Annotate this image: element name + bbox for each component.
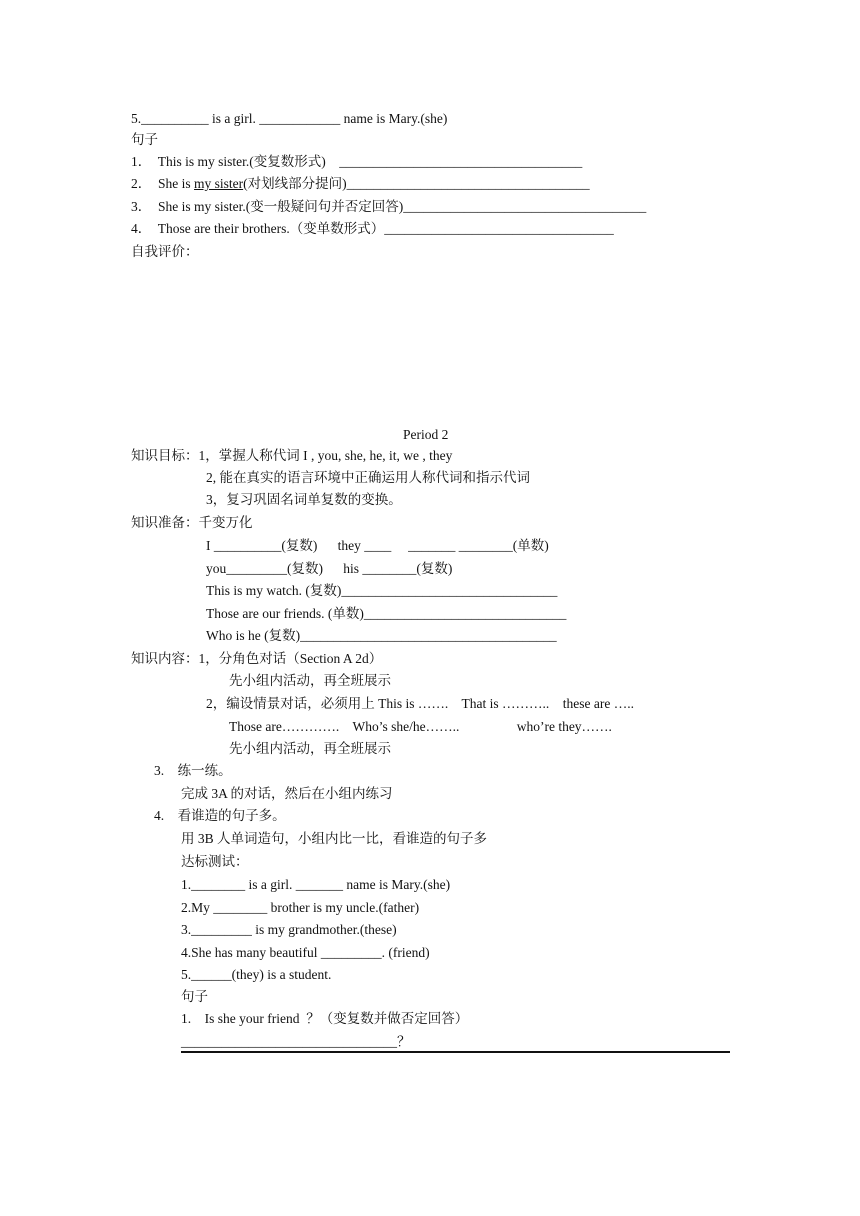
content-line-1: 知识内容：1，分角色对话（Section A 2d） (131, 651, 383, 666)
goals-line-2: 2, 能在真实的语言环境中正确运用人称代词和指示代词 (206, 470, 530, 485)
test-q2: 2.My ________ brother is my uncle.(father) (181, 900, 420, 915)
prep-line-3: This is my watch. (复数)________________________________ (206, 583, 558, 598)
item-3-detail: 完成 3A 的对话，然后在小组内练习 (181, 786, 393, 801)
period-title: Period 2 (403, 427, 449, 442)
sentence-2-prefix: 2． She is (131, 176, 195, 191)
item-3: 3. 练一练。 (154, 763, 232, 778)
content-line-2b: Those are…………. Who’s she/he…….. who’re they……. (229, 719, 612, 734)
underlined-phrase: my sister (194, 176, 244, 191)
content-line-1b: 先小组内活动，再全班展示 (229, 673, 391, 688)
content-line-2c: 先小组内活动，再全班展示 (229, 741, 391, 756)
sentence-3: 3． She is my sister.(变一般疑问句并否定回答)____________________________________ (131, 199, 647, 214)
sentence-2-suffix: (对划线部分提问)____________________________________ (243, 176, 590, 191)
fill-blank-q5: 5.__________ is a girl. ____________ name is Mary.(she) (131, 111, 448, 126)
content-line-2: 2，编设情景对话，必须用上 This is ……. That is ……….. these are ….. (206, 696, 634, 711)
item-4: 4. 看谁造的句子多。 (154, 808, 286, 823)
goals-line-1: 知识目标：1，掌握人称代词 I , you, she, he, it, we , they (131, 448, 453, 463)
prep-line-5: Who is he (复数)______________________________________ (206, 628, 557, 643)
test-q3: 3._________ is my grandmother.(these) (181, 922, 397, 937)
prep-line-4: Those are our friends. (单数)______________________________ (206, 606, 567, 621)
goals-line-3: 3，复习巩固名词单复数的变换。 (206, 492, 402, 507)
period-sentence-1-answer: ________________________________？ (181, 1034, 411, 1049)
test-q4: 4.She has many beautiful _________. (friend) (181, 945, 430, 960)
item-4-detail: 用 3B 人单词造句，小组内比一比，看谁造的句子多 (181, 831, 488, 846)
sentence-4: 4． Those are their brothers.（变单数形式）__________________________________ (131, 221, 614, 236)
sentences-heading-2: 句子 (181, 989, 208, 1004)
prep-line-1: I __________(复数) they ____ _______ ________(单数) (206, 538, 549, 553)
test-q5: 5.______(they) is a student. (181, 967, 332, 982)
test-heading: 达标测试： (181, 854, 249, 869)
test-q1: 1.________ is a girl. _______ name is Mary.(she) (181, 877, 451, 892)
footer-rule (181, 1051, 730, 1053)
self-evaluation: 自我评价： (131, 244, 199, 259)
period-sentence-1: 1. Is she your friend ？（变复数并做否定回答） (181, 1011, 469, 1026)
sentence-1: 1． This is my sister.(变复数形式) ____________________________________ (131, 154, 583, 169)
prep-line-2: you_________(复数) his ________(复数) (206, 561, 453, 576)
sentences-heading: 句子 (131, 132, 158, 147)
sentence-2 (131, 175, 590, 193)
prep-heading: 知识准备：千变万化 (131, 515, 253, 530)
